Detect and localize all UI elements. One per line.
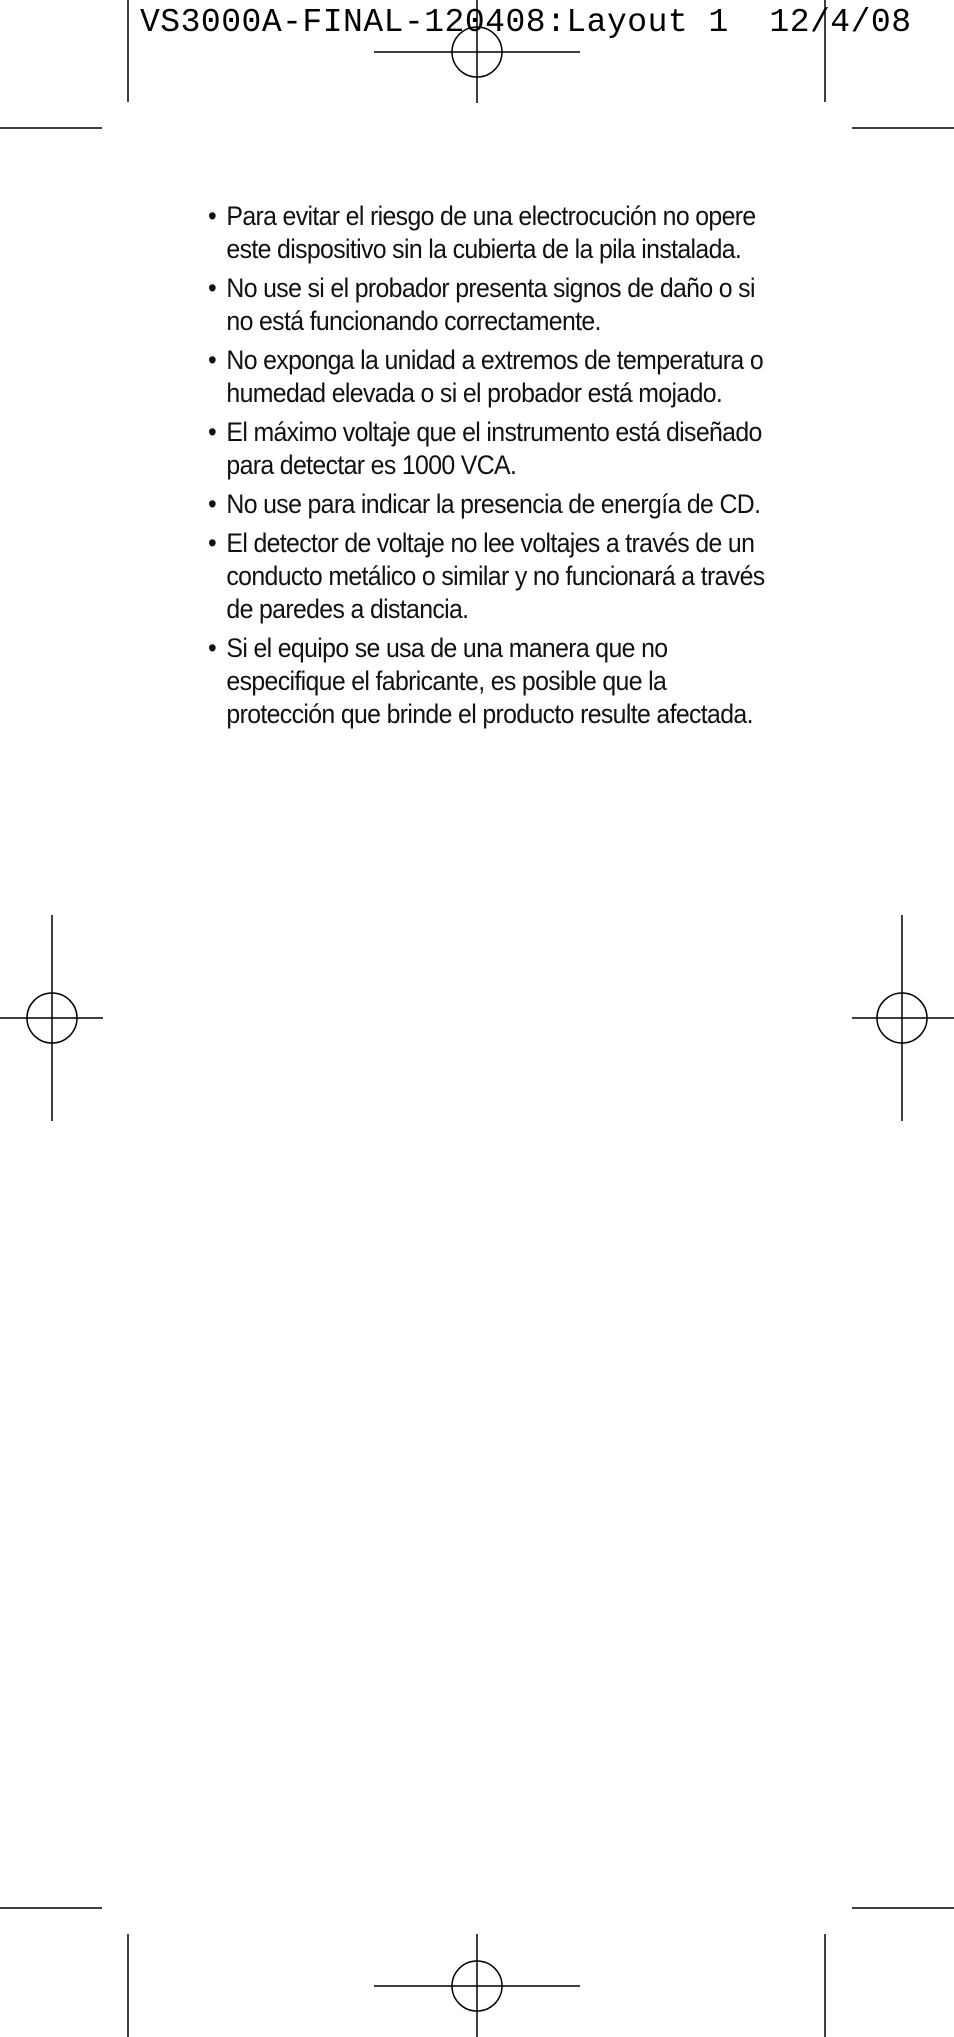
bullet-icon: • [208, 633, 217, 663]
list-item-text: El detector de voltaje no lee voltajes a través de un conducto metálico o similar y no funcionará a través de paredes a distancia. [226, 528, 765, 624]
print-slug-header: VS3000A-FINAL-120408:Layout 1 12/4/08 [140, 4, 912, 41]
list-item [208, 200, 778, 266]
bullet-icon: • [208, 417, 217, 447]
registration-mark-top [374, 0, 580, 103]
list-item-text: No exponga la unidad a extremos de temperatura o humedad elevada o si el probador está mojado. [226, 345, 764, 408]
list-item [208, 632, 778, 731]
list-item-text: Para evitar el riesgo de una electrocución no opere este dispositivo sin la cubierta de la pila instalada. [226, 201, 756, 264]
list-item-text: El máximo voltaje que el instrumento está diseñado para detectar es 1000 VCA. [226, 417, 762, 480]
list-item [208, 488, 778, 521]
list-item [208, 416, 778, 482]
bullet-icon: • [208, 201, 217, 231]
list-item [208, 272, 778, 338]
registration-mark-right [852, 915, 954, 1121]
list-item-text: Si el equipo se usa de una manera que no especifique el fabricante, es posible que la protección que brinde el producto resulte afectada. [226, 633, 753, 729]
list-item-text: No use para indicar la presencia de energía de CD. [226, 489, 761, 519]
list-item-text: No use si el probador presenta signos de daño o si no está funcionando correctamente. [226, 273, 755, 336]
bullet-icon: • [208, 273, 217, 303]
bullet-icon: • [208, 489, 217, 519]
registration-mark-left [0, 915, 103, 1121]
list-item [208, 527, 778, 626]
bullet-icon: • [208, 528, 217, 558]
registration-mark-bottom [374, 1934, 580, 2037]
bullet-icon: • [208, 345, 217, 375]
safety-warnings-list [208, 200, 768, 737]
list-item [208, 344, 778, 410]
